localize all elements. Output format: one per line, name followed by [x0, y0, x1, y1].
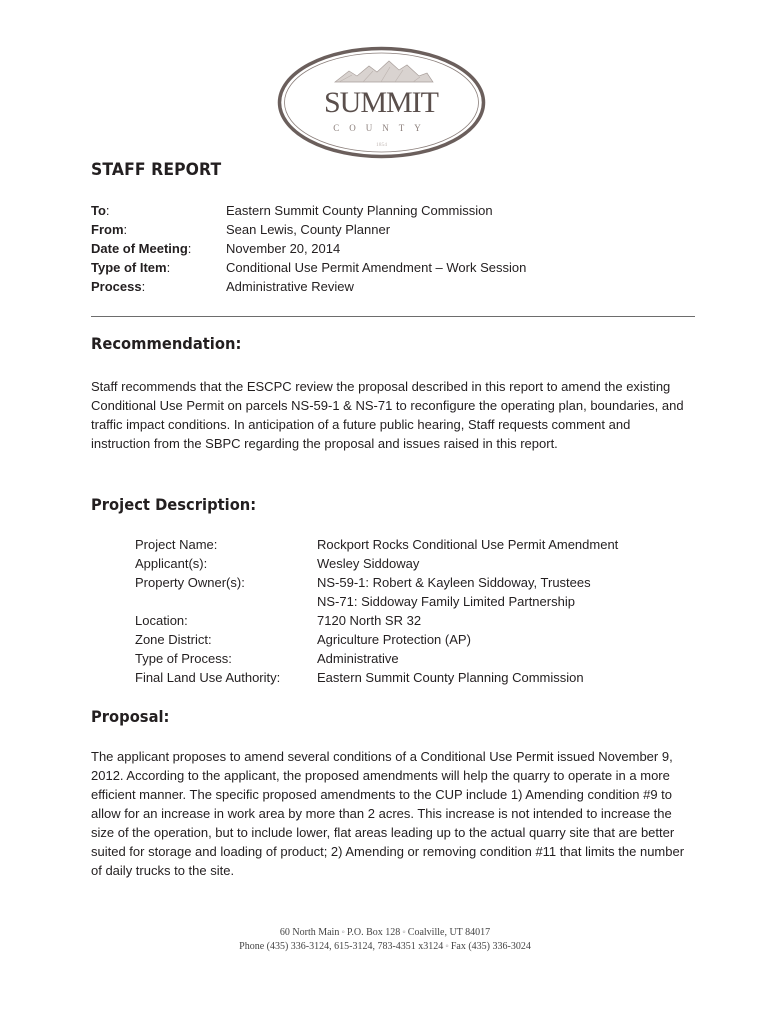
memo-row	[91, 277, 691, 296]
footer-street: 60 North Main	[279, 927, 340, 938]
project-detail-row	[135, 611, 695, 630]
project-detail-row	[135, 535, 695, 554]
memo-row	[91, 258, 691, 277]
footer-phone: Phone (435) 336-3124, 615-3124, 783-4351 x3124	[239, 941, 444, 952]
project-detail-value: Rockport Rocks Conditional Use Permit Amendment	[317, 537, 619, 552]
memo-label: To:	[91, 203, 110, 218]
recommendation-text: Staff recommends that the ESCPC review the proposal described in this report to amend the existing Conditional Use Permit on parcels NS-59-1 & NS-71 to reconfigure the operating plan, boundaries, and traffic impact conditions. In anticipation of a future public hearing, Staff requests comment and instruction from the SBPC regarding the proposal and issues raised in this report.	[91, 379, 684, 451]
section-divider	[91, 316, 695, 317]
logo-subtitle: COUNTY	[333, 123, 431, 133]
project-detail-value: NS-59-1: Robert & Kayleen Siddoway, Trustees	[317, 575, 591, 590]
summit-county-logo	[277, 46, 486, 159]
memo-label: Type of Item:	[91, 260, 171, 275]
project-detail-value: 7120 North SR 32	[317, 613, 422, 628]
memo-value: November 20, 2014	[226, 241, 341, 256]
project-detail-value: Eastern Summit County Planning Commission	[317, 670, 584, 685]
memo-label: Date of Meeting:	[91, 241, 192, 256]
project-description-heading: Project Description:	[91, 495, 257, 514]
footer-address: 60 North Main ◦ P.O. Box 128 ◦ Coalville, UT 84017	[279, 927, 491, 938]
project-detail-row	[135, 649, 695, 668]
project-detail-value: Administrative	[317, 651, 399, 666]
memo-value: Sean Lewis, County Planner	[226, 222, 391, 237]
memo-label-text: Type of Item	[91, 260, 167, 275]
project-detail-value: Agriculture Protection (AP)	[317, 632, 471, 647]
project-detail-label: Type of Process:	[135, 651, 232, 666]
project-details-table	[135, 535, 695, 687]
logo-wordmark: SUMMIT	[323, 86, 439, 119]
project-detail-label: Final Land Use Authority:	[135, 670, 281, 685]
memo-label-text: To	[91, 203, 106, 218]
proposal-heading: Proposal:	[91, 707, 170, 726]
memo-label-text: Date of Meeting	[91, 241, 188, 256]
project-detail-label: Applicant(s):	[135, 556, 208, 571]
project-detail-label: Property Owner(s):	[135, 575, 245, 590]
project-detail-label: Location:	[135, 613, 188, 628]
memo-value: Conditional Use Permit Amendment – Work Session	[226, 260, 527, 275]
footer-city: Coalville, UT 84017	[407, 927, 491, 938]
memo-label-text: From	[91, 222, 124, 237]
memo-label-text: Process	[91, 279, 142, 294]
project-detail-row	[135, 592, 695, 611]
footer-phones: Phone (435) 336-3124, 615-3124, 783-4351 x3124 ◦ Fax (435) 336-3024	[239, 941, 531, 952]
project-detail-value: NS-71: Siddoway Family Limited Partnership	[317, 594, 575, 609]
project-detail-value: Wesley Siddoway	[317, 556, 420, 571]
memo-row	[91, 201, 691, 220]
memo-row	[91, 239, 691, 258]
memo-value: Eastern Summit County Planning Commission	[226, 203, 493, 218]
project-detail-row	[135, 668, 695, 687]
proposal-text: The applicant proposes to amend several conditions of a Conditional Use Permit issued November 9, 2012. According to the applicant, the proposed amendments will help the quarry to operate in a more efficient manner. The specific proposed amendments to the CUP include 1) Amending condition #9 to allow for an increase in work area by more than 2 acres. This increase is not intended to increase the size of the operation, but to include lower, flat areas leading up to the actual quarry site that are better suited for storage and loading of product; 2) Amending or removing condition #11 that limits the number of daily trucks to the site.	[91, 749, 685, 878]
memo-row	[91, 220, 691, 239]
project-detail-row	[135, 630, 695, 649]
footer-po-box: P.O. Box 128	[346, 927, 401, 938]
project-detail-label: Zone District:	[135, 632, 212, 647]
logo-year: 1854	[376, 142, 387, 148]
project-detail-row	[135, 573, 695, 592]
memo-label: Process:	[91, 279, 146, 294]
report-title: STAFF REPORT	[91, 160, 222, 180]
memo-label: From:	[91, 222, 128, 237]
recommendation-heading: Recommendation:	[91, 334, 242, 353]
memo-value: Administrative Review	[226, 279, 354, 294]
footer-fax: Fax (435) 336-3024	[450, 941, 531, 952]
memo-header	[91, 201, 691, 296]
project-detail-label: Project Name:	[135, 537, 218, 552]
project-detail-row	[135, 554, 695, 573]
